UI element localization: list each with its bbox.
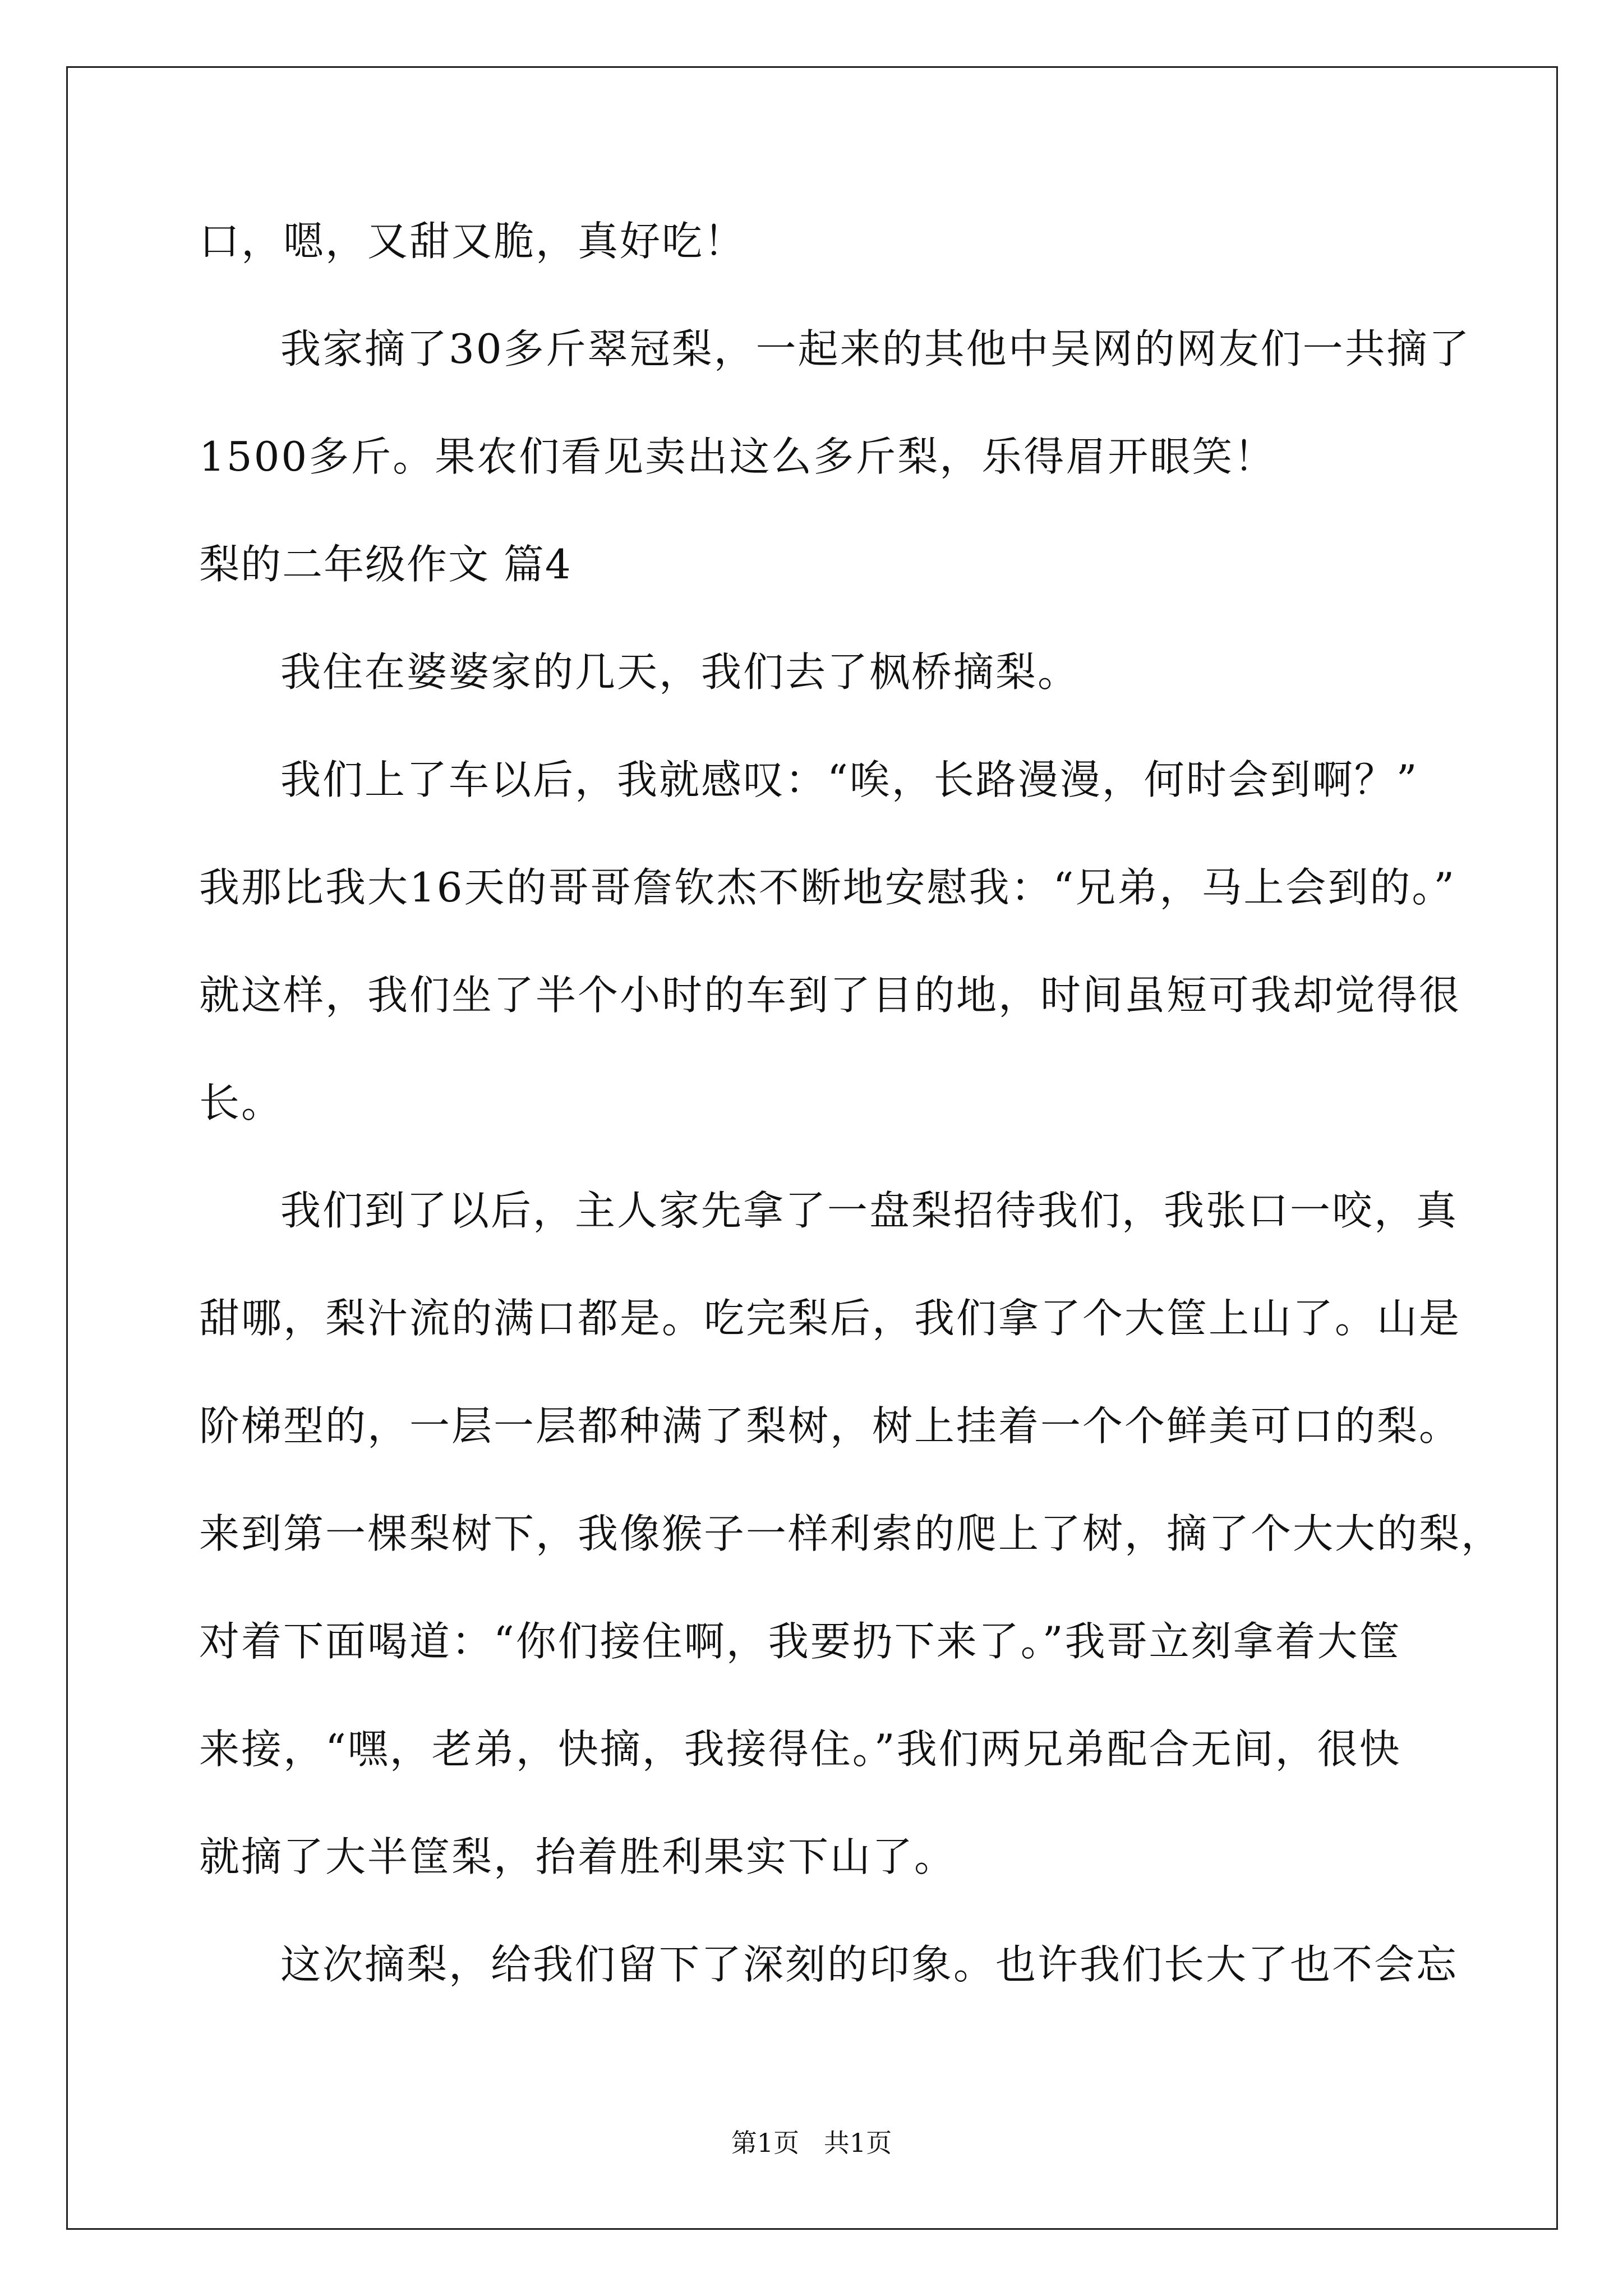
text-line: 我们上了车以后，我就感叹：“唉，长路漫漫，何时会到啊？” [280, 756, 1419, 803]
text-line: 对着下面喝道：“你们接住啊，我要扔下来了。”我哥立刻拿着大筐 [199, 1618, 1401, 1665]
text-line: 甜哪，梨汁流的满口都是。吃完梨后，我们拿了个大筐上山了。山是 [199, 1295, 1461, 1342]
text-line: 我们到了以后，主人家先拿了一盘梨招待我们，我张口一咬，真 [280, 1187, 1459, 1234]
text-line: 1500多斤。果农们看见卖出这么多斤梨，乐得眉开眼笑！ [199, 433, 1276, 480]
page-border [66, 66, 1558, 2230]
text-line: 就这样，我们坐了半个小时的车到了目的地，时间虽短可我却觉得很 [199, 972, 1461, 1019]
text-line: 阶梯型的，一层一层都种满了梨树，树上挂着一个个鲜美可口的梨。 [199, 1402, 1461, 1450]
text-line: 这次摘梨，给我们留下了深刻的印象。也许我们长大了也不会忘 [280, 1941, 1459, 1988]
page-footer: 第1页 共1页 [731, 2128, 892, 2158]
text-line: 就摘了大半筐梨，抬着胜利果实下山了。 [199, 1833, 957, 1880]
text-line: 我那比我大16天的哥哥詹钦杰不断地安慰我：“兄弟，马上会到的。” [199, 864, 1456, 911]
section-heading: 梨的二年级作文 篇4 [199, 541, 572, 588]
text-line: 长。 [199, 1079, 284, 1126]
text-line: 口，嗯，又甜又脆，真好吃！ [199, 218, 746, 265]
text-line: 我家摘了30多斤翠冠梨，一起来的其他中吴网的网友们一共摘了 [280, 325, 1471, 372]
text-line: 我住在婆婆家的几天，我们去了枫桥摘梨。 [280, 648, 1080, 696]
text-line: 来接，“嘿，老弟，快摘，我接得住。”我们两兄弟配合无间，很快 [199, 1726, 1401, 1773]
text-line: 来到第一棵梨树下，我像猴子一样利索的爬上了树，摘了个大大的梨， [199, 1510, 1504, 1557]
